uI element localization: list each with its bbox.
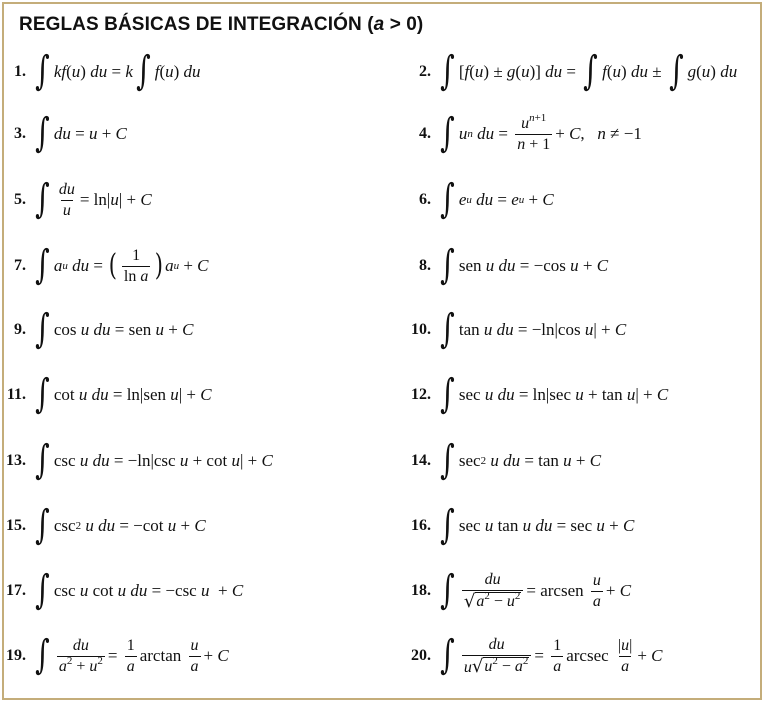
rule-9: 9. ∫ cos u du = sen u + C bbox=[4, 300, 193, 360]
rule-12: 12. ∫ sec u du = ln|sec u + tan u | + C bbox=[401, 365, 668, 425]
rule-number: 20. bbox=[411, 647, 431, 664]
rule-row bbox=[4, 42, 764, 102]
rule-number: 5. bbox=[14, 191, 26, 208]
rule-1: 1. ∫ kf ( u ) du = k ∫ f ( u ) du bbox=[4, 42, 201, 102]
rule-row bbox=[4, 365, 764, 425]
rule-number: 4. bbox=[419, 125, 431, 142]
rule-number: 16. bbox=[411, 517, 431, 534]
rule-number: 13. bbox=[6, 452, 26, 469]
rule-number: 6. bbox=[419, 191, 431, 208]
rule-10: 10. ∫ tan u du = −ln|cos u | + C bbox=[401, 300, 626, 360]
rule-number: 3. bbox=[14, 125, 26, 142]
rule-16: 16. ∫ sec u tan u du = sec u + C bbox=[401, 496, 634, 556]
rule-row bbox=[4, 170, 764, 230]
title-condition: (a > 0) bbox=[367, 14, 424, 35]
rule-number: 19. bbox=[6, 647, 26, 664]
rule-20: 20. ∫ du u √ $u^2 - a^2$ = $\frac{1}{a}$ arcsec $\frac{|u|}{a}$ + C bbox=[401, 626, 663, 686]
rule-number: 12. bbox=[411, 386, 431, 403]
rule-row bbox=[4, 104, 764, 164]
rule-11: 11. ∫ cot u du = ln|sen u | + C bbox=[0, 365, 212, 425]
rule-18: 18. ∫ du √ $a^2 - u^2$ = arcsen $\frac{u}{a}$ + C bbox=[401, 561, 631, 621]
rule-number: 14. bbox=[411, 452, 431, 469]
rule-number: 9. bbox=[14, 321, 26, 338]
rule-number: 15. bbox=[6, 517, 26, 534]
rule-14: 14. ∫ sec 2 u du = tan u + C bbox=[401, 431, 601, 491]
rule-number: 2. bbox=[419, 63, 431, 80]
rule-2: 2. ∫ [ f ( u ) ± g ( u )] du = ∫ f ( u ) du ± ∫ g ( u ) du bbox=[409, 42, 737, 102]
rule-4: 4. ∫ u n du = $\frac{u^{n+1}}{n + 1}$ + C , n ≠ −1 bbox=[409, 104, 642, 164]
rule-13: 13. ∫ csc u du = −ln|csc u + cot u | + C bbox=[0, 431, 273, 491]
title-main: REGLAS BÁSICAS DE INTEGRACIÓN bbox=[19, 14, 362, 35]
rule-3: 3. ∫ du = u + C bbox=[4, 104, 127, 164]
rule-row bbox=[4, 236, 764, 296]
rule-row bbox=[4, 496, 764, 556]
rules-frame bbox=[2, 2, 762, 700]
rule-8: 8. ∫ sen u du = −cos u + C bbox=[409, 236, 608, 296]
rule-number: 1. bbox=[14, 63, 26, 80]
rule-15: 15. ∫ csc 2 u du = −cot u + C bbox=[0, 496, 206, 556]
page-title bbox=[19, 14, 423, 36]
rule-number: 7. bbox=[14, 257, 26, 274]
rule-row bbox=[4, 300, 764, 360]
rule-7: 7. ∫ a u du = ( $\frac{1}{\text{ln a}}$ ) a u + C bbox=[4, 236, 209, 296]
rule-number: 17. bbox=[6, 582, 26, 599]
rule-5: 5. ∫ $\frac{du}{u}$ = ln| u | + C bbox=[4, 170, 152, 230]
rule-6: 6. ∫ e u du = e u + C bbox=[409, 170, 554, 230]
rule-number: 8. bbox=[419, 257, 431, 274]
rule-number: 10. bbox=[411, 321, 431, 338]
rule-19: 19. ∫ $\frac{du}{a^2 + u^2}$ = $\frac{1}{a}$ arctan $\frac{u}{a}$ + C bbox=[0, 626, 229, 686]
rule-row bbox=[4, 626, 764, 686]
rule-17: 17. ∫ csc u cot u du = −csc u + C bbox=[0, 561, 243, 621]
rule-row bbox=[4, 431, 764, 491]
rule-number: 18. bbox=[411, 582, 431, 599]
rule-row bbox=[4, 561, 764, 621]
rule-number: 11. bbox=[6, 386, 26, 403]
